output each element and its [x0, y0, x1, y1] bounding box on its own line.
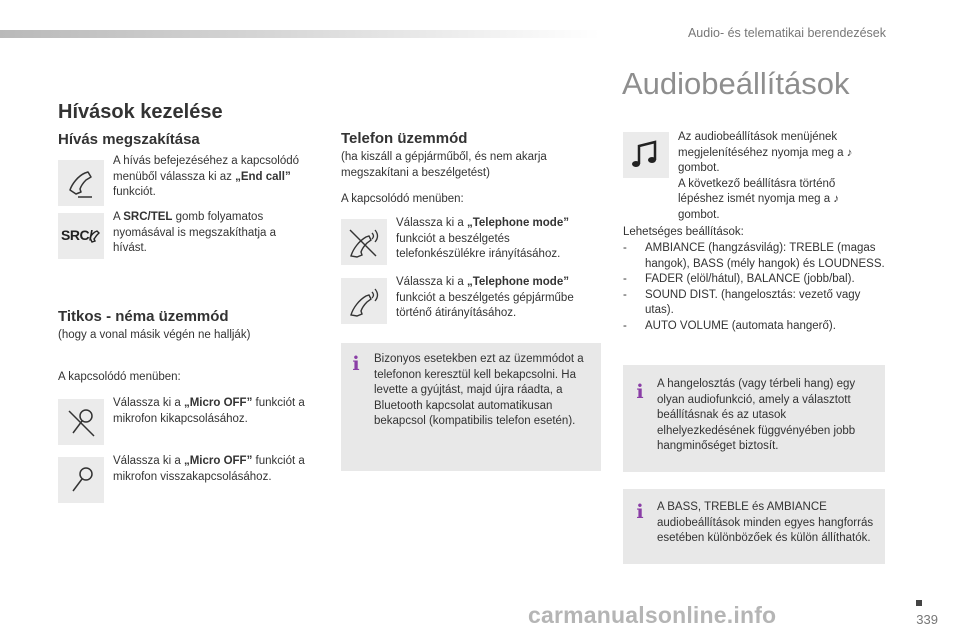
- audio-note-text-2: A BASS, TREBLE és AMBIANCE audiobeállítások minden egyes hangforrás esetében különbözőek és külön állíthatók.: [657, 501, 874, 544]
- info-icon: i: [636, 501, 644, 523]
- section-title-calls: Hívások kezelése: [58, 101, 223, 123]
- mute-subtitle: (hogy a vonal másik végén ne hallják): [58, 329, 251, 341]
- music-note-inline-icon: ♪: [846, 146, 853, 159]
- phone-transfer-to-handset-icon: [341, 219, 387, 265]
- telephone-note-box: [341, 343, 601, 471]
- telephone-text-1: Válassza ki a „Telephone mode” funkciót a beszélgetés telefonkészülékre irányításához.: [396, 217, 569, 260]
- page-number: 339: [916, 612, 938, 627]
- hangup-text-1: A hívás befejezéséhez a kapcsolódó menüből válassza ki az „End call” funkciót.: [113, 155, 300, 198]
- heading-mute: Titkos - néma üzemmód: [58, 308, 229, 325]
- mute-text-2: Válassza ki a „Micro OFF” funkciót a mikrofon visszakapcsolásához.: [113, 455, 305, 483]
- audio-note-box-2: [623, 489, 885, 564]
- audio-note-text-1: A hangelosztás (vagy térbeli hang) egy olyan audiofunkció, amely a választott beállításnak és az utasok elhelyezkedésének függvényében jobb hangminőséget biztosít.: [657, 378, 856, 452]
- telephone-note-text: Bizonyos esetekben ezt az üzemmódot a telefonon keresztül kell bekapcsolni. Ha levette a gyújtást, majd újra ráadta, a Bluetooth kapcsolat automatikusan bekapcsol (kompatibilis telefon esetén).: [374, 353, 584, 427]
- list-item: - FADER (elöl/hátul), BALANCE (jobb/bal).: [623, 273, 855, 285]
- running-title: Audio- és telematikai berendezések: [687, 26, 886, 40]
- music-note-icon: [623, 132, 669, 178]
- microphone-icon: [58, 457, 104, 503]
- audio-note-box-1: [623, 365, 885, 472]
- list-item: - AMBIANCE (hangzásvilág): TREBLE (magas hangok), BASS (mély hangok) és LOUDNESS.: [623, 242, 885, 270]
- list-item: - AUTO VOLUME (automata hangerő).: [623, 319, 836, 332]
- heading-hangup: Hívás megszakítása: [58, 131, 200, 148]
- audio-intro-text: Az audiobeállítások menüjének megjelenítéséhez nyomja meg a ♪ gombot. A következő beállításra történő lépéshez ismét nyomja meg a ♪ gombot.: [678, 131, 853, 221]
- section-title-audio: Audiobeállítások: [622, 66, 850, 101]
- music-note-inline-icon: ♪: [833, 193, 840, 205]
- header-gradient-bar: [0, 30, 600, 38]
- telephone-text-2: Válassza ki a „Telephone mode” funkciót a beszélgetés gépjárműbe történő átirányításához.: [396, 276, 574, 319]
- info-icon: i: [636, 381, 644, 403]
- mute-text-1: Válassza ki a „Micro OFF” funkciót a mikrofon kikapcsolásához.: [113, 397, 305, 425]
- src-tel-button-icon: SRC/: [58, 213, 104, 259]
- page-marker: [916, 600, 922, 606]
- microphone-off-icon: [58, 399, 104, 445]
- telephone-mode-subtitle: (ha kiszáll a gépjárműből, és nem akarja megszakítani a beszélgetést): [341, 151, 547, 179]
- telephone-menu-intro: A kapcsolódó menüben:: [341, 193, 464, 205]
- list-item: - SOUND DIST. (hangelosztás: vezető vagy utas).: [623, 288, 861, 316]
- audio-list-intro: Lehetséges beállítások:: [623, 226, 744, 238]
- hangup-text-2: A SRC/TEL gomb folyamatos nyomásával is megszakíthatja a hívást.: [113, 211, 276, 254]
- phone-hangup-icon: [58, 160, 104, 206]
- audio-settings-list: [623, 241, 885, 334]
- mute-menu-intro: A kapcsolódó menüben:: [58, 371, 181, 383]
- heading-telephone-mode: Telefon üzemmód: [341, 130, 468, 147]
- info-icon: i: [352, 353, 360, 375]
- phone-transfer-to-car-icon: [341, 278, 387, 324]
- watermark: carmanualsonline.info: [528, 602, 777, 628]
